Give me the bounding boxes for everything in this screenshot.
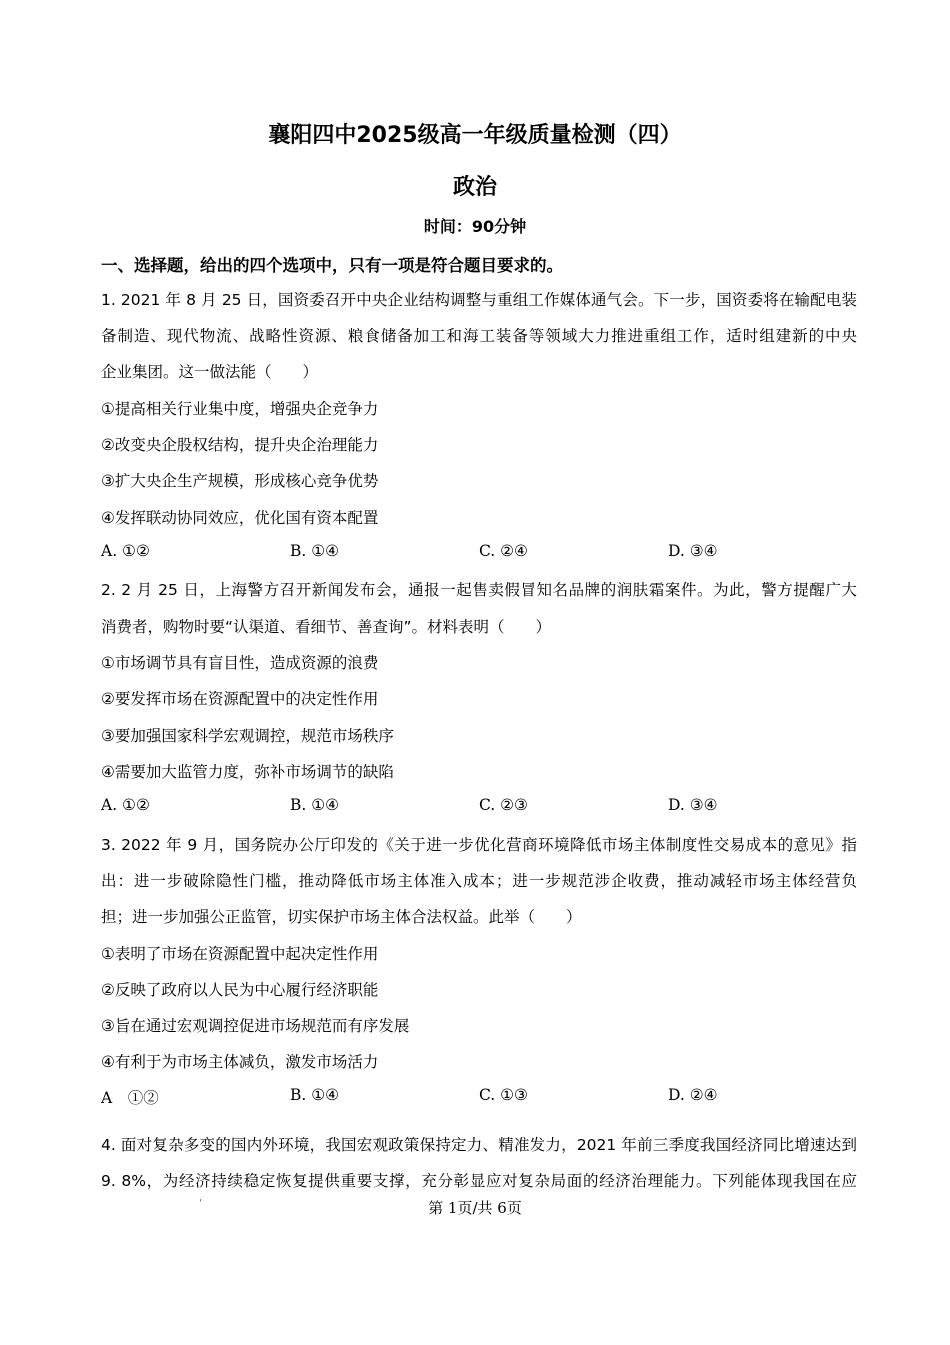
q1-stem-line-1: 1. 2021 年 8 月 25 日，国资委召开中央企业结构调整与重组工作媒体通气会。下一步，国资委将在输配电装: [101, 291, 857, 309]
q4-stem-line-2: 9. 8%，为经济持续稳定恢复提供重要支撑，充分彰显应对复杂局面的经济治理能力。下列能体现我国在应: [101, 1172, 857, 1190]
q2-item-3: ③要加强国家科学宏观调控，规范市场秩序: [101, 727, 394, 745]
subject-title: 政治: [452, 175, 497, 200]
q1-stem-line-2: 备制造、现代物流、战略性资源、粮食储备加工和海工装备等领域大力推进重组工作，适时组建新的中央: [101, 327, 857, 345]
q1-item-1: ①提高相关行业集中度，增强央企竞争力: [101, 400, 379, 418]
q2-stem-line-2: 消费者，购物时要“认渠道、看细节、善查询”。材料表明（ ）: [101, 618, 552, 636]
q3-stem-line-1: 3. 2022 年 9 月，国务院办公厅印发的《关于进一步优化营商环境降低市场主体制度性交易成本的意见》指: [101, 836, 857, 854]
q3-item-2: ②反映了政府以人民为中心履行经济职能: [101, 981, 379, 999]
exam-title: 襄阳四中2025级高一年级质量检测（四）: [268, 123, 682, 148]
q1-item-2: ②改变央企股权结构，提升央企治理能力: [101, 436, 379, 454]
q2-option-c: C. ②③: [479, 796, 528, 814]
q3-item-1: ①表明了市场在资源配置中起决定性作用: [101, 945, 379, 963]
q1-option-c: C. ②④: [479, 542, 528, 560]
q2-item-2: ②要发挥市场在资源配置中的决定性作用: [101, 690, 379, 708]
q3-option-b: B. ①④: [290, 1086, 340, 1104]
exam-time: 时间：90分钟: [423, 217, 527, 236]
q4-stem-line-1: 4. 面对复杂多变的国内外环境，我国宏观政策保持定力、精准发力，2021 年前三季度我国经济同比增速达到: [101, 1136, 857, 1154]
q1-item-3: ③扩大央企生产规模，形成核心竞争优势: [101, 472, 379, 490]
page-footer: 第 1页/共 6页: [428, 1199, 522, 1217]
q2-option-a: A. ①②: [101, 796, 150, 814]
q1-option-d: D. ③④: [668, 542, 718, 560]
q3-item-4: ④有利于为市场主体减负，激发市场活力: [101, 1053, 379, 1071]
q1-item-4: ④发挥联动协同效应，优化国有资本配置: [101, 509, 379, 527]
q3-option-a: A ①②: [101, 1089, 159, 1107]
q2-stem-line-1: 2. 2 月 25 日，上海警方召开新闻发布会，通报一起售卖假冒知名品牌的润肤霜案件。为此，警方提醒广大: [101, 581, 857, 599]
q2-item-4: ④需要加大监管力度，弥补市场调节的缺陷: [101, 763, 394, 781]
q1-stem-line-3: 企业集团。这一做法能（ ）: [101, 363, 319, 381]
q1-option-b: B. ①④: [290, 542, 340, 560]
q3-item-3: ③旨在通过宏观调控促进市场规范而有序发展: [101, 1017, 410, 1035]
q3-stem-line-3: 担；进一步加强公正监管，切实保护市场主体合法权益。此举（ ）: [101, 908, 582, 926]
q3-option-c: C. ①③: [479, 1086, 528, 1104]
q1-option-a: A. ①②: [101, 542, 150, 560]
q3-option-d: D. ②④: [668, 1086, 718, 1104]
q3-stem-line-2: 出：进一步破除隐性门槛，推动降低市场主体准入成本；进一步规范涉企收费，推动减轻市场主体经营负: [101, 872, 857, 890]
stray-mark: ': [199, 1198, 202, 1209]
q2-option-b: B. ①④: [290, 796, 340, 814]
section-heading: 一、选择题，给出的四个选项中，只有一项是符合题目要求的。: [101, 256, 563, 275]
q2-option-d: D. ③④: [668, 796, 718, 814]
q2-item-1: ①市场调节具有盲目性，造成资源的浪费: [101, 654, 379, 672]
